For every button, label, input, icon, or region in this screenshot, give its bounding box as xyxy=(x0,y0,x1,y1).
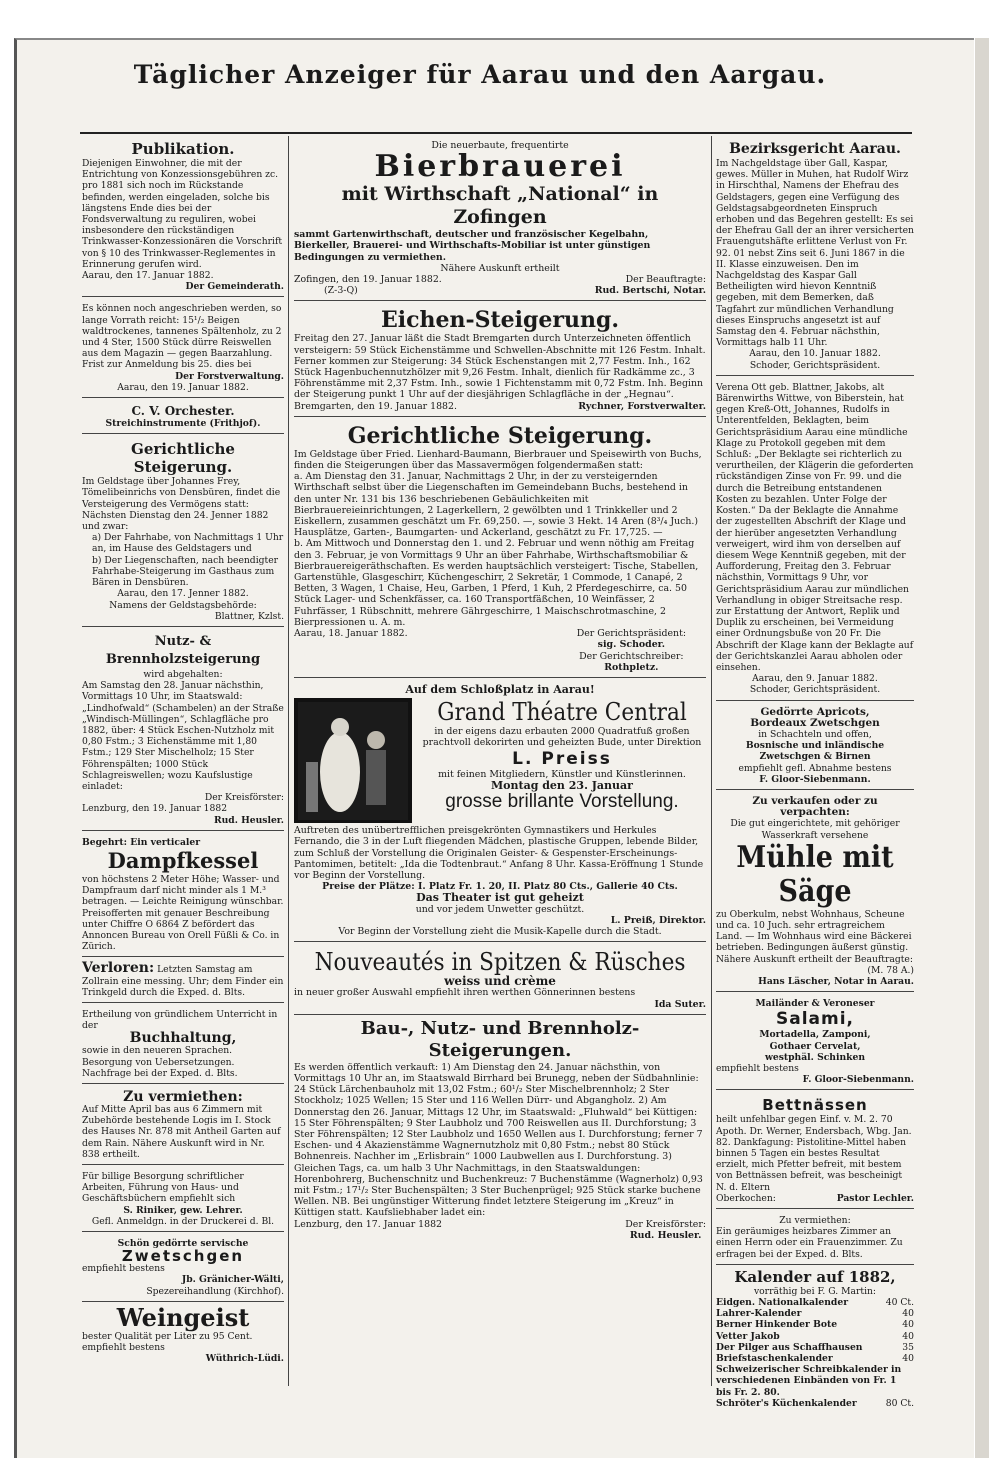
ad-title: Eichen-Steigerung. xyxy=(380,307,620,334)
ad-title: Zu vermiethen: xyxy=(123,1089,243,1105)
ad-signature: F. Gloor-Siebenmann. xyxy=(759,773,871,785)
kalender-item xyxy=(716,1297,914,1308)
ad-title: C. V. Orchester. xyxy=(131,404,235,419)
ad-title: Bezirksgericht Aarau. xyxy=(729,141,901,157)
ad-lead: Auf dem Schloßplatz in Aarau! xyxy=(405,682,595,696)
ad-signature: Namens der Geldstagsbehörde: xyxy=(109,599,257,611)
ad-title: Verloren: xyxy=(82,960,155,977)
ad-riniker xyxy=(82,1168,284,1232)
ad-title: Grand Théatre Central xyxy=(437,698,687,727)
kalender-name: Schröter's Küchenkalender xyxy=(716,1397,857,1409)
ad-signature-name: sig. Schoder. xyxy=(597,639,666,651)
ad-title: Bierbrauerei xyxy=(374,149,626,185)
ad-lead: Mailänder & Veroneser xyxy=(755,998,875,1010)
ad-signature: Schoder, Gerichtspräsident. xyxy=(749,684,881,696)
ad-signature: Wüthrich-Lüdi. xyxy=(205,1353,284,1365)
middle-column xyxy=(294,137,706,1382)
ad-holzsteigerung xyxy=(82,630,284,831)
ad-title: Bau-, Nutz- und Brennholz-Steigerungen. xyxy=(360,1017,640,1061)
ad-code: (Z-3-Q) xyxy=(324,285,358,297)
event-title: grosse brillante Vorstellung. xyxy=(445,790,679,812)
ad-signature: Der Gemeinderath. xyxy=(185,281,284,293)
ad-body: bester Qualität per Liter zu 95 Cent. empfiehlt bestens xyxy=(82,1330,253,1354)
ad-item-b: b) Der Liegenschaften, nach beendigter Fahrhabe-Steigerung im Gasthaus zum Bären in Densbüren. xyxy=(92,554,279,589)
ad-body: Letzten Samstag am Zollrain eine messing. Uhr; dem Finder ein Trinkgeld durch die Exped. d. Blts. xyxy=(82,964,284,998)
ad-signature: Jb. Gränicher-Wälti, xyxy=(181,1274,284,1286)
ad-zwetschgen xyxy=(82,1235,284,1302)
ad-body: in Schachteln und offen, xyxy=(758,728,872,740)
ad-body: Es werden öffentlich verkauft: 1) Am Dienstag den 24. Januar nächsthin, von Vormittags 10 Uhr an, im Staatswald Birrhard bei Brunegg, neben der Südbahnlinie: 24 Stück Lärchenbauholz mit 13,02 Fstm.; 60¹/₂ Ster Mischelbrennholz; 2 Ster Stockholz; 1025 Wellen; 15 Ster und 116 Wellen Dürr- und Abgangholz. 2) Am Donnerstag den 26. Januar, Mittags 12 Uhr, im Staatswald: „Fluhwald“ bei Küttigen: 15 Ster Föhrenspälten; 9 Ster Laubholz und 700 Reiswellen aus II. Durchforstung; 3 Ster Föhrenspälten; 12 Ster Laubholz und 1650 Wellen aus I. Durchforstung; ferner 7 Eschen- und 4 Akazienstämme Wagnernutzholz mit 0,80 Fstm.; nebst 80 Stück Bohnenreis. Nachher im „Erlisbrain“ 1000 Laubwellen aus I. Durchforstung. 3) Gleichen Tags, ca. um halb 3 Uhr Nachmittags, in den Staatswaldungen: Horenbohrerg, Buchenschnitz und Buchenkreuz: 7 Buchenstämme (Wagnerholz) 0,93 mit Fstm.; 17¹/₂ Ster Buchenspälten; 3 Ster Buchenprügel; 925 Stück starke buchene Wellen. NB. Bei ungünstiger Witterung findet letztere Steigerung im „Kreuz“ in Küttigen statt. Kaufsliebhaber ladet ein: xyxy=(294,1061,703,1219)
ad-signature-name: Rud. Bertschi, Notar. xyxy=(594,285,706,297)
ad-salami xyxy=(716,995,914,1090)
ad-signature: S. Riniker, gew. Lehrer. xyxy=(123,1204,243,1216)
ad-body: Streichinstrumente (Frithjof). xyxy=(105,418,261,430)
ad-title: Bordeaux Zwetschgen xyxy=(750,716,880,729)
ad-lead: Zu verkaufen oder zu verpachten: xyxy=(752,794,878,819)
ad-subtitle: wird abgehalten: xyxy=(143,668,223,680)
ad-title: Gerichtliche Steigerung. xyxy=(131,440,235,477)
ad-title: Kalender auf 1882, xyxy=(734,1267,896,1286)
ad-signature: Hans Läscher, Notar in Aarau. xyxy=(758,976,914,987)
ad-title: Dampfkessel xyxy=(107,847,259,873)
ad-signature: L. Preiß, Direktor. xyxy=(610,914,706,926)
ad-date: Aarau, den 17. Januar 1882. xyxy=(82,270,214,282)
kalender-name: Der Pilger aus Schaffhausen xyxy=(716,1341,863,1353)
kalender-item xyxy=(716,1308,914,1319)
ad-bierbrauerei xyxy=(294,137,706,301)
masthead-rule xyxy=(80,132,912,134)
ad-item-a: a) Der Fahrhabe, von Nachmittags 1 Uhr an, im Hause des Geldstagers und xyxy=(92,532,284,555)
ad-prices: Preise der Plätze: I. Platz Fr. 1. 20, II. Platz 80 Cts., Gallerie 40 Cts. xyxy=(322,881,678,893)
ad-body: zu Oberkulm, nebst Wohnhaus, Scheune und ca. 10 Juch. sehr ertragreichem Land. — Im Wohnhaus wird eine Bäckerei betrieben. Bedingungen äußerst günstig. Nähere Auskunft ertheilt der Beauftragte: xyxy=(716,908,913,965)
ad-body: Auf Mitte April bas aus 6 Zimmern mit Zubehörde bestehende Logis im I. Stock des Hauses Nr. 878 mit Antheil Garten auf dem Rain. Nähere Auskunft wird in Nr. 838 ertheilt. xyxy=(82,1104,281,1160)
ad-publikation xyxy=(82,137,284,297)
kalender-name: Briefstaschenkalender xyxy=(716,1353,833,1365)
left-column xyxy=(82,137,284,1382)
right-column xyxy=(716,137,914,1409)
ad-eichen-steigerung xyxy=(294,304,706,416)
kalender-list xyxy=(716,1297,914,1364)
ad-body: Im Geldstage über Fried. Lienhard-Baumann, Bierbrauer und Speisewirth von Buchs, finden die Steigerungen über das Massavermögen folgendermaßen statt: xyxy=(294,448,702,472)
ad-footer xyxy=(294,274,706,296)
ad-date: Zofingen, den 19. Januar 1882. xyxy=(294,274,442,286)
ad-body: sowie in den neueren Sprachen. Besorgung von Uebersetzungen. Nachfrage bei der Exped. d. Blts. xyxy=(82,1045,238,1079)
masthead: Täglicher Anzeiger für Aarau und den Aargau. xyxy=(133,60,827,89)
ad-lead: Zu vermiethen: xyxy=(779,1215,851,1227)
ad-body: empfiehlt gefl. Abnahme bestens xyxy=(738,762,892,774)
ad-body: sammt Gartenwirthschaft, deutscher und französischer Kegelbahn, Bierkeller, Brauerei- und Wirthschafts-Mobiliar ist unter günstigen Bedingungen zu vermiethen. xyxy=(294,229,651,263)
ad-body: Freitag den 27. Januar läßt die Stadt Bremgarten durch Unterzeichneten öffentlich versteigern: 59 Stück Eichenstämme und Schwellen-Abschnitte mit 126 Festm. Inhalt. Ferner kommen zur Steigerung: 34 Stück Eschenstangen mit 2,77 Festm. Inh., 162 Stück Hagenbuchennutzhölzer mit 9,26 Festm. Inhalt, dienlich für Radkämme zc., 3 Föhrenstämme mit 2,37 Fstm. Inh., sowie 1 Fichtenstamm mit 0,72 Fstm. Inh. Beginn der Steigerung punkt 1 Uhr auf der diesjährigen Schlagfläche in der „Hegnau“. xyxy=(294,333,706,401)
ad-title: Bosnische und inländische xyxy=(745,740,885,752)
ad-verloren xyxy=(82,960,284,1003)
ad-zu-vermiethen xyxy=(82,1087,284,1165)
ad-bau-nutz-brennholz xyxy=(294,1018,706,1241)
ad-body: empfiehlt bestens xyxy=(716,1063,799,1075)
ad-orchester xyxy=(82,401,284,434)
kalender-price: 40 xyxy=(902,1319,914,1331)
column-divider-left xyxy=(288,136,289,1386)
kalender-name: Berner Hinkender Bote xyxy=(716,1319,838,1331)
ad-forstverwaltung xyxy=(82,300,284,398)
ad-body: Am Samstag den 28. Januar nächsthin, Vormittags 10 Uhr, im Staatswald: „Lindhofwald“ (Schambelen) an der Straße „Windisch-Müllingen“, Schlagfläche pro 1882, über: 4 Stück Eschen-Nutzholz mit 0,80 Fstm.; 3 Eichenstämme mit 1,80 Fstm.; 129 Ster Mischelholz; 15 Ster Föhrenspälten; 1000 Stück Schlagreiswellen; wozu Kaufslustige einladet: xyxy=(82,680,284,792)
ad-body: in neuer großer Auswahl empfiehlt ihren werthen Gönnerinnen bestens xyxy=(294,987,636,999)
kalender-price: 80 Ct. xyxy=(885,1397,914,1409)
ad-note: Gefl. Anmeldgn. in der Druckerei d. Bl. xyxy=(91,1215,275,1227)
ad-zimmer xyxy=(716,1212,914,1265)
ad-signature: Der Forstverwaltung. xyxy=(175,370,284,382)
ad-body: Für billige Besorgung schriftlicher Arbeiten, Führung von Haus- und Geschäftsbüchern empfiehlt sich xyxy=(82,1171,244,1205)
ad-signature-name: Pastor Lechler. xyxy=(836,1192,914,1204)
event-date: Montag den 23. Januar xyxy=(491,778,633,792)
ad-weather: und vor jedem Unwetter geschützt. xyxy=(415,903,585,915)
ad-title: Gedörrte Apricots, xyxy=(760,705,870,718)
kalender-item xyxy=(716,1342,914,1353)
ad-date: Aarau, den 19. Januar 1882. xyxy=(117,381,249,393)
ad-title: Publikation. xyxy=(131,140,235,158)
kalender-price: 35 xyxy=(902,1341,914,1353)
ad-title: Mühle mit Säge xyxy=(736,839,894,909)
kalender-name: Eidgen. Nationalkalender xyxy=(716,1297,849,1309)
kalender-price: 40 xyxy=(902,1353,914,1365)
kalender-item xyxy=(716,1353,914,1364)
ad-body: von höchstens 2 Meter Höhe; Wasser- und Dampfraum darf nicht minder als 1 M.³ betragen. — Leichte Reinigung wünschbar. Preisofferten mit genauer Beschreibung unter Chiffre O 6864 Z befördert das Annoncen Bureau von Orell Füßli & Co. in Zürich. xyxy=(82,873,284,953)
kalender-item xyxy=(716,1398,914,1409)
ad-date: Lenzburg, den 17. Januar 1882 xyxy=(294,1218,443,1230)
ad-gerichtliche-steigerung-buchs xyxy=(294,420,706,678)
kalender-item xyxy=(716,1331,914,1342)
ad-heated: Das Theater ist gut geheizt xyxy=(416,891,584,905)
ad-dampfkessel xyxy=(82,834,284,958)
ad-body: heilt unfehlbar gegen Einf. v. M. 2. 70 Apoth. Dr. Werner, Endersbach, Wbg. Jan. 82. Dankfagung: Pistolitine-Mittel haben binnen 5 Tagen ein bestes Resultat erzielt, mich Pfetter befreit, mit bestem von Bettnässen befreit, was bescheinigt N. d. Eltern xyxy=(716,1114,912,1193)
ad-signature: Der Gerichtspräsident: xyxy=(576,628,686,640)
ad-code: (M. 78 A.) xyxy=(867,964,914,976)
ad-date: Aarau, den 17. Jenner 1882. xyxy=(117,588,249,600)
ad-nouveautes xyxy=(294,945,706,1015)
ad-lead: Die neuerbaute, frequentirte xyxy=(431,140,569,151)
ad-body: in der eigens dazu erbauten 2000 Quadratfuß großen prachtvoll dekorirten und geheizten Bude, unter Direktion xyxy=(422,726,702,749)
ad-signature: Oberkochen: xyxy=(716,1192,776,1204)
kalender-price: 40 xyxy=(902,1330,914,1342)
ad-date: Lenzburg, den 19. Januar 1882 xyxy=(82,803,228,815)
ad-item: Gothaer Cervelat, xyxy=(769,1040,861,1052)
ad-item: Mortadella, Zamponi, xyxy=(759,1029,871,1041)
theatre-illustration xyxy=(294,698,412,823)
ad-body: Ein geräumiges heizbares Zimmer an einen Herrn oder ein Frauenzimmer. Zu erfragen bei der Exped. d. Blts. xyxy=(716,1226,903,1260)
ad-footer xyxy=(294,401,706,412)
ad-body: Diejenigen Einwohner, die mit der Entrichtung von Konzessionsgebühren zc. pro 1881 sich noch im Rückstande befinden, werden eingeladen, solche bis längstens Ende dies bei der Fondsverwaltung zu reguliren, wobei insbesondere den rückständigen Trinkwasser-Konzessionären die Vorschrift von § 10 des Trinkwasser-Reglementes in Erinnerung gerufen wird. xyxy=(82,158,283,270)
ad-gerichtliche-steigerung xyxy=(82,437,284,627)
ad-title: Salami, xyxy=(775,1009,854,1030)
kalender-item xyxy=(716,1319,914,1330)
ad-body: Im Geldstage über Johannes Frey, Tömelibeinrichs von Densbüren, findet die Versteigerung des Vermögens statt: Nächsten Dienstag den 24. Jenner 1882 und zwar: xyxy=(82,476,281,533)
ad-lead: Begehrt: Ein verticaler xyxy=(82,836,201,848)
ad-signature: Der Kreisförster: xyxy=(204,792,284,804)
ad-footer xyxy=(294,1219,706,1241)
ad-body: empfiehlt bestens xyxy=(82,1263,165,1275)
kalender-price: 40 xyxy=(902,1308,914,1320)
ad-title: Zwetschgen & Birnen xyxy=(759,751,871,763)
ad-bettnaessen xyxy=(716,1093,914,1209)
ad-weingeist xyxy=(82,1302,284,1365)
ad-body: Im Nachgeldstage über Gall, Kaspar, gewes. Müller in Muhen, hat Rudolf Wirz in Hirschthal, Namens der Ehefrau des Geldstagers, gegen eine Verfügung des Geldstagsabgeordneten Einspruch erhoben und das Begehren gestellt: Es sei der Ehefrau Gall der an ihrer versicherten Frauengutshäfte erlittene Verlust von Fr. 92. 01 nebst Zins seit 6. Juni 1867 in die II. Klasse einzuweisen. Den im Nachgeldstag des Kaspar Gall Betheiligten wird hievon Kenntniß gegeben, mit dem Bemerken, daß Tagfahrt zur mündlichen Verhandlung dieses Einspruchs angesetzt ist auf Samstag den 4. Februar nächsthin, Vormittags halb 11 Uhr. xyxy=(716,158,914,349)
ad-date: Aarau, den 9. Januar 1882. xyxy=(752,673,878,685)
ad-signature-name: Rud. Heusler. xyxy=(213,814,284,826)
ad-signature: Der Kreisförster: xyxy=(625,1218,706,1230)
ad-date: Aarau, 18. Januar 1882. xyxy=(294,628,408,640)
ad-title: Gerichtliche Steigerung. xyxy=(347,422,653,449)
kalender-name: Vetter Jakob xyxy=(716,1330,780,1342)
kalender-name: Lahrer-Kalender xyxy=(716,1308,802,1320)
ad-signature-name: Blattner, Kzlst. xyxy=(214,610,284,622)
ad-ott-klage xyxy=(716,379,914,701)
ad-subtitle: weiss und crème xyxy=(444,974,556,989)
ad-item-b: b. Am Mittwoch und Donnerstag den 1. und 2. Februar und wenn nöthig am Freitag den 3. Februar, je von Vormittags 9 Uhr an über Fahrhabe, Wirthschaftsmobiliar & Bierbrauereigeräthschaften. Es werden hauptsächlich versteigert: Tische, Stabellen, Gartenstühle, Glasgeschirr, Küchengeschirr, 2 Sekretär, 1 Commode, 1 Canapé, 2 Betten, 3 Wagen, 1 Chaise, Heu, Garben, 1 Pferd, 1 Kuh, 2 Pferdegeschirre, ca. 50 Stück Lager- und Schenkfässer, ca. 160 Transportfäßchen, 10 Weinfässer, 2 Fuhrfässer, 1 Rübschnitt, mehrere Gährgeschirre, 1 Maischschrotmaschine, 2 Bierpressionen u. A. m. xyxy=(294,538,699,628)
ad-signature: Schoder, Gerichtspräsident. xyxy=(749,359,881,371)
ad-subtitle: mit Wirthschaft „National“ in Zofingen xyxy=(341,183,659,229)
ad-title: Weingeist xyxy=(116,1302,250,1332)
ad-muehle xyxy=(716,793,914,992)
ad-buchhaltung xyxy=(82,1006,284,1084)
ad-title: Zwetschgen xyxy=(121,1247,245,1266)
ad-signature-name: Rud. Heusler. xyxy=(629,1229,702,1241)
ad-date: Bremgarten, den 19. Januar 1882. xyxy=(294,400,457,412)
ad-body: Verena Ott geb. Blattner, Jakobs, alt Bärenwirths Wittwe, von Biberstein, hat gegen Kreß-Ott, Johannes, Rudolfs in Unterentfelden, Beklagten, beim Gerichtspräsidium Aarau eine mündliche Klage zu Protokoll gegeben mit dem Schluß: „Der Beklagte sei richterlich zu verurtheilen, der Klägerin die geforderten rückständigen Zinse von Fr. 99. und die durch die Betreibung entstandenen Kosten zu bezahlen. Unter Folge der Kosten.“ Da der Beklagte die Annahme der zugestellten Abschrift der Klage und der hierüber angesetzten Verhandlung verweigert, wird ihm von derselben auf diesem Wege Kenntniß gegeben, mit der Aufforderung, Freitag den 3. Februar nächsthin, Vormittags 9 Uhr, vor Gerichtspräsidium Aarau zur mündlichen Verhandlung in obiger Streitsache resp. zur Erstattung der Antwort, Replik und Duplik zu erscheinen, bei Vermeidung einer Ordnungsbuße von 20 Fr. Die Abschrift der Klage kann der Beklagte auf der Gerichtskanzlei Aarau abholen oder einsehen. xyxy=(716,381,914,673)
kalender-price: 40 Ct. xyxy=(885,1297,914,1309)
column-divider-right xyxy=(711,136,712,1386)
ad-title: Bettnässen xyxy=(762,1096,868,1115)
ad-footer xyxy=(294,628,706,673)
ad-signature: Der Gerichtschreiber: xyxy=(579,650,684,662)
ad-theatre xyxy=(294,681,706,942)
ad-body: Die gut eingerichtete, mit gehöriger Wasserkraft versehene xyxy=(730,818,900,841)
ad-lead: Schön gedörrte servische xyxy=(117,1238,249,1250)
ad-kalender xyxy=(716,1268,914,1409)
ad-title: Buchhaltung, xyxy=(129,1030,237,1047)
ad-signature-detail: Spezereihandlung (Kirchhof). xyxy=(146,1285,284,1297)
ad-subtitle: vorräthig bei F. G. Martin: xyxy=(753,1285,877,1297)
ad-note: Vor Beginn der Vorstellung zieht die Musik-Kapelle durch die Stadt. xyxy=(338,925,662,937)
ad-item-a: a. Am Dienstag den 31. Januar, Nachmittags 2 Uhr, in der zu versteigernden Wirthschaft selbst über die Liegenschaften im Gemeindebann Buchs, bestehend in den unter Nr. 131 bis 136 beschriebenen Gebäulichkeiten mit Bierbrauereieinrichtungen, 2 Lagerkellern, 2 gewölbten und 1 Trinkkeller und 2 Eiskellern, zusammen geschätzt um Fr. 69,250. —, sowie 3 Hekt. 14 Aren (8³/₄ Juch.) Hausplätze, Garten-, Baumgarten- und Ackerland, geschätzt zu Fr. 17,725. — xyxy=(294,471,699,539)
ad-signature: Rychner, Forstverwalter. xyxy=(578,400,706,412)
ad-apricots xyxy=(716,704,914,790)
ad-body: mit feinen Mitgliedern, Künstler und Künstlerinnen. xyxy=(438,768,686,780)
director-name: L. Preiss xyxy=(512,748,612,769)
ad-lead: Ertheilung von gründlichem Unterricht in der xyxy=(82,1008,278,1032)
ad-title: Nouveautés in Spitzen & Rüsches xyxy=(314,948,686,977)
ad-title: Nutz- & Brennholzsteigerung xyxy=(105,633,261,667)
ad-signature: F. Gloor-Siebenmann. xyxy=(802,1074,914,1086)
page-edge xyxy=(975,38,989,1458)
ad-signature-name: Rothpletz. xyxy=(604,661,659,673)
ad-body: Auftreten des unübertrefflichen preisgekrönten Gymnastikers und Herkules Fernando, die 3 in der Luft fliegenden Mädchen, plastische Gruppen, lebende Bilder, zum Schluß der Vorstellung die Originalen Geister- & Gespenster-Erscheinungs-Pantomimen, betitelt: „Ida die Todtenbraut.“ Anfang 8 Uhr. Kassa-Eröffnung 1 Stunde vor Beginn der Vorstellung. xyxy=(294,825,704,881)
ad-item: westphäl. Schinken xyxy=(764,1051,866,1063)
ad-body: Es können noch angeschrieben werden, so lange Vorrath reicht: 15¹/₂ Beigen waldtrockenes, tannenes Spältenholz, zu 2 und 4 Ster, 1500 Stück dürre Reiswellen aus dem Magazin — gegen Baarzahlung. Frist zur Anmeldung bis 25. dies bei xyxy=(82,303,282,371)
ad-bezirksgericht xyxy=(716,137,914,376)
ad-date: Aarau, den 10. Januar 1882. xyxy=(749,348,881,360)
ad-info: Nähere Auskunft ertheilt xyxy=(440,262,560,274)
ad-signature: Ida Suter. xyxy=(654,998,706,1010)
kalender-extra: Schweizerischer Schreibkalender in verschiedenen Einbänden von Fr. 1 bis Fr. 2. 80. xyxy=(716,1364,902,1398)
ad-signature: Der Beauftragte: xyxy=(625,274,706,286)
